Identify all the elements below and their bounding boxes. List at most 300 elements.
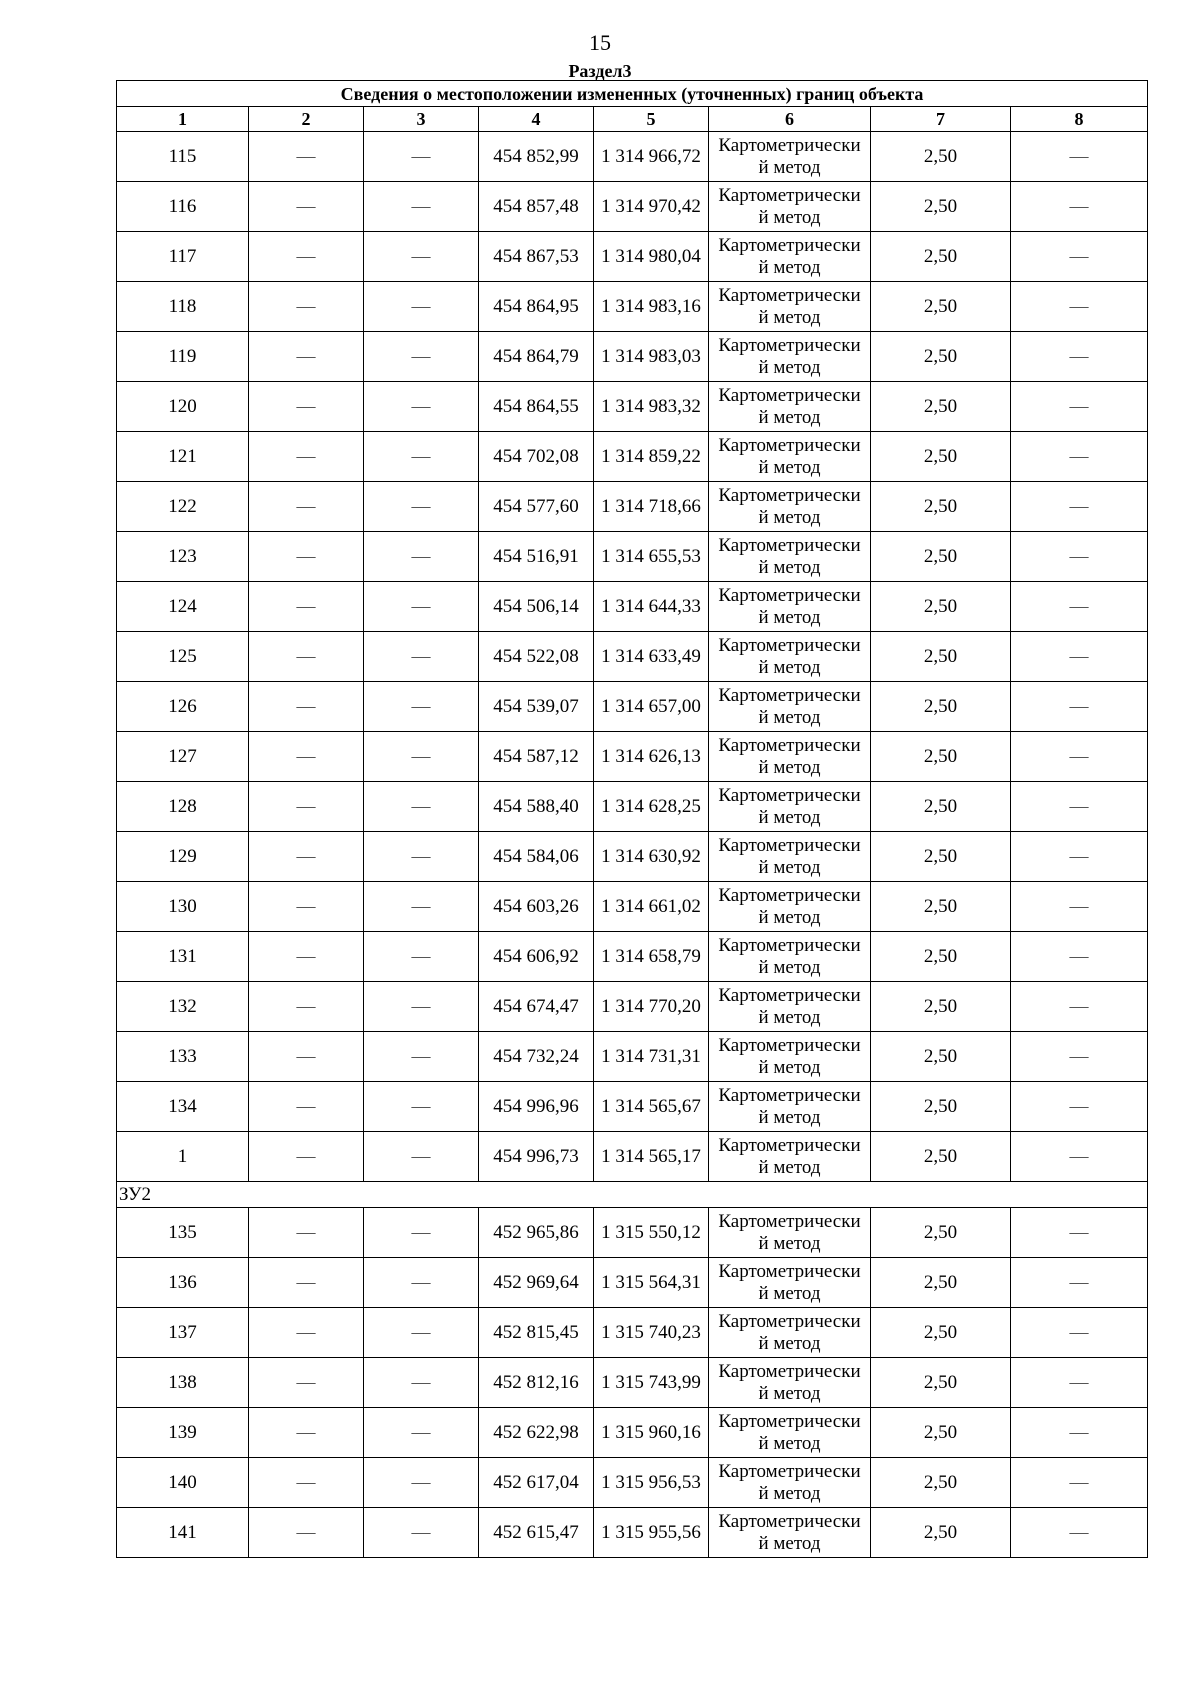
dash-cell: — [364,582,479,632]
method-text-line1: Картометрически [718,884,861,906]
precision-cell: 2,50 [871,1208,1011,1258]
precision-cell: 2,50 [871,1308,1011,1358]
precision-cell: 2,50 [871,282,1011,332]
table-row [117,232,1148,282]
dash-cell: — [249,282,364,332]
table-row [117,932,1148,982]
point-number-cell: 137 [117,1308,249,1358]
dash-cell: — [364,282,479,332]
coordinate-y-cell: 1 315 740,23 [594,1308,709,1358]
table-row [117,1032,1148,1082]
dash-cell: — [364,782,479,832]
method-text-line2: й метод [758,506,821,528]
dash-cell: — [364,1082,479,1132]
method-text-line1: Картометрически [718,184,861,206]
dash-cell: — [249,1032,364,1082]
method-text-line2: й метод [758,1432,821,1454]
dash-cell: — [364,882,479,932]
dash-cell: — [249,1208,364,1258]
method-text-line1: Картометрически [718,1134,861,1156]
method-cell [709,432,871,482]
dash-cell: — [1011,1208,1148,1258]
point-number-cell: 133 [117,1032,249,1082]
precision-cell: 2,50 [871,832,1011,882]
precision-cell: 2,50 [871,432,1011,482]
coordinate-x-cell: 454 702,08 [479,432,594,482]
method-cell [709,832,871,882]
method-text-line1: Картометрически [718,434,861,456]
precision-cell: 2,50 [871,1408,1011,1458]
precision-cell: 2,50 [871,682,1011,732]
dash-cell: — [1011,232,1148,282]
coordinate-x-cell: 452 617,04 [479,1458,594,1508]
coordinate-y-cell: 1 314 770,20 [594,982,709,1032]
dash-cell: — [1011,732,1148,782]
dash-cell: — [364,932,479,982]
method-text-line2: й метод [758,306,821,328]
dash-cell: — [364,132,479,182]
method-cell [709,932,871,982]
table-header-row [117,107,1148,132]
table-row [117,1408,1148,1458]
dash-cell: — [1011,782,1148,832]
point-number-cell: 140 [117,1458,249,1508]
precision-cell: 2,50 [871,332,1011,382]
table-row [117,782,1148,832]
dash-cell: — [364,732,479,782]
column-header: 4 [479,107,594,132]
dash-cell: — [364,832,479,882]
point-number-cell: 129 [117,832,249,882]
coordinate-y-cell: 1 315 960,16 [594,1408,709,1458]
coordinate-x-cell: 454 506,14 [479,582,594,632]
dash-cell: — [364,232,479,282]
dash-cell: — [364,1208,479,1258]
method-text-line2: й метод [758,456,821,478]
group-label: ЗУ2 [117,1182,1148,1208]
column-header: 3 [364,107,479,132]
method-cell [709,1508,871,1558]
method-text-line2: й метод [758,1382,821,1404]
dash-cell: — [1011,1308,1148,1358]
coordinate-x-cell: 454 588,40 [479,782,594,832]
method-text-line2: й метод [758,706,821,728]
dash-cell: — [364,982,479,1032]
method-cell [709,132,871,182]
coordinate-y-cell: 1 314 565,17 [594,1132,709,1182]
coordinate-x-cell: 452 615,47 [479,1508,594,1558]
precision-cell: 2,50 [871,532,1011,582]
precision-cell: 2,50 [871,132,1011,182]
dash-cell: — [249,832,364,882]
table-row [117,532,1148,582]
coordinate-x-cell: 454 996,73 [479,1132,594,1182]
coordinate-y-cell: 1 314 633,49 [594,632,709,682]
dash-cell: — [1011,1358,1148,1408]
point-number-cell: 130 [117,882,249,932]
method-text-line1: Картометрически [718,684,861,706]
dash-cell: — [249,1458,364,1508]
dash-cell: — [249,532,364,582]
table-row [117,382,1148,432]
dash-cell: — [1011,932,1148,982]
method-text-line1: Картометрически [718,1210,861,1232]
coordinate-y-cell: 1 314 983,03 [594,332,709,382]
method-text-line1: Картометрически [718,284,861,306]
dash-cell: — [364,1308,479,1358]
dash-cell: — [364,1508,479,1558]
dash-cell: — [249,1132,364,1182]
dash-cell: — [249,1358,364,1408]
table-row [117,832,1148,882]
method-text-line2: й метод [758,806,821,828]
dash-cell: — [364,1258,479,1308]
point-number-cell: 125 [117,632,249,682]
dash-cell: — [1011,982,1148,1032]
method-text-line2: й метод [758,906,821,928]
dash-cell: — [364,532,479,582]
precision-cell: 2,50 [871,582,1011,632]
dash-cell: — [1011,682,1148,732]
method-text-line2: й метод [758,156,821,178]
column-header: 1 [117,107,249,132]
dash-cell: — [1011,132,1148,182]
dash-cell: — [364,1132,479,1182]
method-text-line1: Картометрически [718,1310,861,1332]
coordinate-y-cell: 1 314 970,42 [594,182,709,232]
method-text-line1: Картометрически [718,934,861,956]
coordinate-x-cell: 454 996,96 [479,1082,594,1132]
method-text-line1: Картометрически [718,534,861,556]
table-row [117,1508,1148,1558]
dash-cell: — [249,782,364,832]
point-number-cell: 124 [117,582,249,632]
precision-cell: 2,50 [871,782,1011,832]
method-cell [709,732,871,782]
dash-cell: — [249,1082,364,1132]
table-row [117,982,1148,1032]
column-header: 8 [1011,107,1148,132]
point-number-cell: 115 [117,132,249,182]
coordinate-x-cell: 454 674,47 [479,982,594,1032]
point-number-cell: 141 [117,1508,249,1558]
method-text-line2: й метод [758,1156,821,1178]
precision-cell: 2,50 [871,1082,1011,1132]
dash-cell: — [364,1358,479,1408]
method-text-line1: Картометрически [718,584,861,606]
group-row [117,1182,1148,1208]
dash-cell: — [249,382,364,432]
method-cell [709,182,871,232]
coordinate-x-cell: 454 852,99 [479,132,594,182]
table-row [117,732,1148,782]
method-text-line2: й метод [758,1532,821,1554]
coordinate-x-cell: 454 732,24 [479,1032,594,1082]
method-cell [709,482,871,532]
precision-cell: 2,50 [871,1458,1011,1508]
dash-cell: — [1011,582,1148,632]
point-number-cell: 139 [117,1408,249,1458]
method-text-line1: Картометрически [718,334,861,356]
precision-cell: 2,50 [871,982,1011,1032]
table-row [117,1082,1148,1132]
coordinate-y-cell: 1 314 644,33 [594,582,709,632]
precision-cell: 2,50 [871,1358,1011,1408]
coordinate-x-cell: 454 606,92 [479,932,594,982]
method-cell [709,282,871,332]
coordinate-y-cell: 1 314 980,04 [594,232,709,282]
dash-cell: — [249,332,364,382]
dash-cell: — [364,432,479,482]
coordinate-x-cell: 454 539,07 [479,682,594,732]
method-text-line2: й метод [758,256,821,278]
dash-cell: — [364,1458,479,1508]
column-header: 2 [249,107,364,132]
dash-cell: — [1011,832,1148,882]
method-cell [709,882,871,932]
coordinate-y-cell: 1 314 626,13 [594,732,709,782]
method-text-line1: Картометрически [718,134,861,156]
dash-cell: — [1011,882,1148,932]
dash-cell: — [249,482,364,532]
dash-cell: — [1011,282,1148,332]
precision-cell: 2,50 [871,1258,1011,1308]
table-row [117,132,1148,182]
table-row [117,432,1148,482]
coordinate-x-cell: 452 969,64 [479,1258,594,1308]
dash-cell: — [249,232,364,282]
coordinate-y-cell: 1 315 743,99 [594,1358,709,1408]
coordinate-y-cell: 1 314 718,66 [594,482,709,532]
coordinate-y-cell: 1 314 657,00 [594,682,709,732]
coordinate-x-cell: 454 516,91 [479,532,594,582]
coordinate-x-cell: 452 622,98 [479,1408,594,1458]
table-caption: Сведения о местоположении измененных (уточненных) границ объекта [117,81,1148,107]
dash-cell: — [249,982,364,1032]
coordinate-x-cell: 454 864,79 [479,332,594,382]
table-row [117,882,1148,932]
coordinate-x-cell: 454 587,12 [479,732,594,782]
coordinate-y-cell: 1 314 983,32 [594,382,709,432]
point-number-cell: 135 [117,1208,249,1258]
method-text-line2: й метод [758,756,821,778]
dash-cell: — [249,582,364,632]
coordinate-y-cell: 1 314 565,67 [594,1082,709,1132]
method-cell [709,1082,871,1132]
method-cell [709,532,871,582]
table-row [117,682,1148,732]
table-row [117,282,1148,332]
dash-cell: — [364,682,479,732]
method-cell [709,1258,871,1308]
coordinate-y-cell: 1 315 955,56 [594,1508,709,1558]
point-number-cell: 136 [117,1258,249,1308]
dash-cell: — [1011,482,1148,532]
precision-cell: 2,50 [871,932,1011,982]
table-row [117,482,1148,532]
coordinate-x-cell: 454 857,48 [479,182,594,232]
dash-cell: — [249,682,364,732]
method-text-line2: й метод [758,356,821,378]
method-text-line1: Картометрически [718,634,861,656]
method-text-line1: Картометрически [718,234,861,256]
coordinate-y-cell: 1 314 983,16 [594,282,709,332]
coordinate-x-cell: 454 864,55 [479,382,594,432]
coordinate-x-cell: 454 867,53 [479,232,594,282]
dash-cell: — [1011,332,1148,382]
coordinate-y-cell: 1 314 859,22 [594,432,709,482]
precision-cell: 2,50 [871,1032,1011,1082]
dash-cell: — [249,932,364,982]
coordinate-x-cell: 452 965,86 [479,1208,594,1258]
method-text-line2: й метод [758,1232,821,1254]
method-text-line2: й метод [758,206,821,228]
dash-cell: — [364,632,479,682]
table-row [117,1208,1148,1258]
dash-cell: — [1011,1258,1148,1308]
coordinate-x-cell: 452 812,16 [479,1358,594,1408]
table-caption-row [117,81,1148,107]
dash-cell: — [249,432,364,482]
coordinate-y-cell: 1 315 564,31 [594,1258,709,1308]
method-text-line2: й метод [758,1106,821,1128]
method-text-line1: Картометрически [718,1510,861,1532]
method-text-line2: й метод [758,656,821,678]
dash-cell: — [364,182,479,232]
dash-cell: — [1011,632,1148,682]
method-text-line2: й метод [758,556,821,578]
dash-cell: — [364,332,479,382]
method-text-line2: й метод [758,606,821,628]
dash-cell: — [1011,532,1148,582]
table-row [117,1132,1148,1182]
coordinate-x-cell: 454 522,08 [479,632,594,682]
dash-cell: — [364,382,479,432]
dash-cell: — [249,632,364,682]
dash-cell: — [1011,182,1148,232]
method-cell [709,682,871,732]
point-number-cell: 116 [117,182,249,232]
coordinate-y-cell: 1 314 630,92 [594,832,709,882]
table-row [117,1358,1148,1408]
method-cell [709,1458,871,1508]
point-number-cell: 118 [117,282,249,332]
coordinate-y-cell: 1 314 628,25 [594,782,709,832]
method-text-line1: Картометрически [718,1410,861,1432]
coordinate-y-cell: 1 315 956,53 [594,1458,709,1508]
coordinate-x-cell: 454 603,26 [479,882,594,932]
coordinate-y-cell: 1 314 731,31 [594,1032,709,1082]
dash-cell: — [1011,382,1148,432]
coordinate-x-cell: 452 815,45 [479,1308,594,1358]
coordinate-x-cell: 454 577,60 [479,482,594,532]
method-cell [709,1308,871,1358]
method-text-line2: й метод [758,856,821,878]
method-text-line1: Картометрически [718,1360,861,1382]
point-number-cell: 128 [117,782,249,832]
point-number-cell: 121 [117,432,249,482]
method-text-line1: Картометрически [718,1084,861,1106]
dash-cell: — [249,882,364,932]
method-text-line1: Картометрически [718,484,861,506]
dash-cell: — [1011,432,1148,482]
point-number-cell: 119 [117,332,249,382]
table-row [117,1458,1148,1508]
dash-cell: — [1011,1132,1148,1182]
coordinates-table [116,80,1148,1558]
dash-cell: — [364,1032,479,1082]
method-text-line2: й метод [758,1282,821,1304]
dash-cell: — [249,732,364,782]
method-text-line2: й метод [758,1006,821,1028]
coordinate-y-cell: 1 314 661,02 [594,882,709,932]
precision-cell: 2,50 [871,482,1011,532]
dash-cell: — [249,182,364,232]
precision-cell: 2,50 [871,182,1011,232]
coordinate-x-cell: 454 584,06 [479,832,594,882]
method-cell [709,332,871,382]
coordinate-y-cell: 1 315 550,12 [594,1208,709,1258]
coordinate-y-cell: 1 314 966,72 [594,132,709,182]
precision-cell: 2,50 [871,882,1011,932]
method-cell [709,582,871,632]
dash-cell: — [249,132,364,182]
point-number-cell: 123 [117,532,249,582]
precision-cell: 2,50 [871,1132,1011,1182]
method-cell [709,1208,871,1258]
table-row [117,1258,1148,1308]
point-number-cell: 117 [117,232,249,282]
section-title: Раздел3 [568,61,632,81]
method-text-line1: Картометрически [718,984,861,1006]
dash-cell: — [1011,1508,1148,1558]
dash-cell: — [1011,1408,1148,1458]
method-text-line2: й метод [758,406,821,428]
method-cell [709,1408,871,1458]
method-text-line1: Картометрически [718,784,861,806]
coordinate-y-cell: 1 314 655,53 [594,532,709,582]
method-cell [709,1032,871,1082]
point-number-cell: 138 [117,1358,249,1408]
method-text-line2: й метод [758,956,821,978]
dash-cell: — [364,1408,479,1458]
point-number-cell: 126 [117,682,249,732]
point-number-cell: 131 [117,932,249,982]
table-row [117,1308,1148,1358]
table-row [117,332,1148,382]
method-cell [709,982,871,1032]
method-cell [709,1358,871,1408]
column-header: 6 [709,107,871,132]
dash-cell: — [1011,1032,1148,1082]
precision-cell: 2,50 [871,732,1011,782]
method-cell [709,1132,871,1182]
method-text-line1: Картометрически [718,1460,861,1482]
method-cell [709,632,871,682]
column-header: 5 [594,107,709,132]
dash-cell: — [249,1408,364,1458]
point-number-cell: 1 [117,1132,249,1182]
method-text-line2: й метод [758,1056,821,1078]
point-number-cell: 122 [117,482,249,532]
method-text-line2: й метод [758,1482,821,1504]
dash-cell: — [1011,1082,1148,1132]
precision-cell: 2,50 [871,232,1011,282]
coordinate-y-cell: 1 314 658,79 [594,932,709,982]
method-cell [709,232,871,282]
method-text-line1: Картометрически [718,834,861,856]
dash-cell: — [249,1258,364,1308]
